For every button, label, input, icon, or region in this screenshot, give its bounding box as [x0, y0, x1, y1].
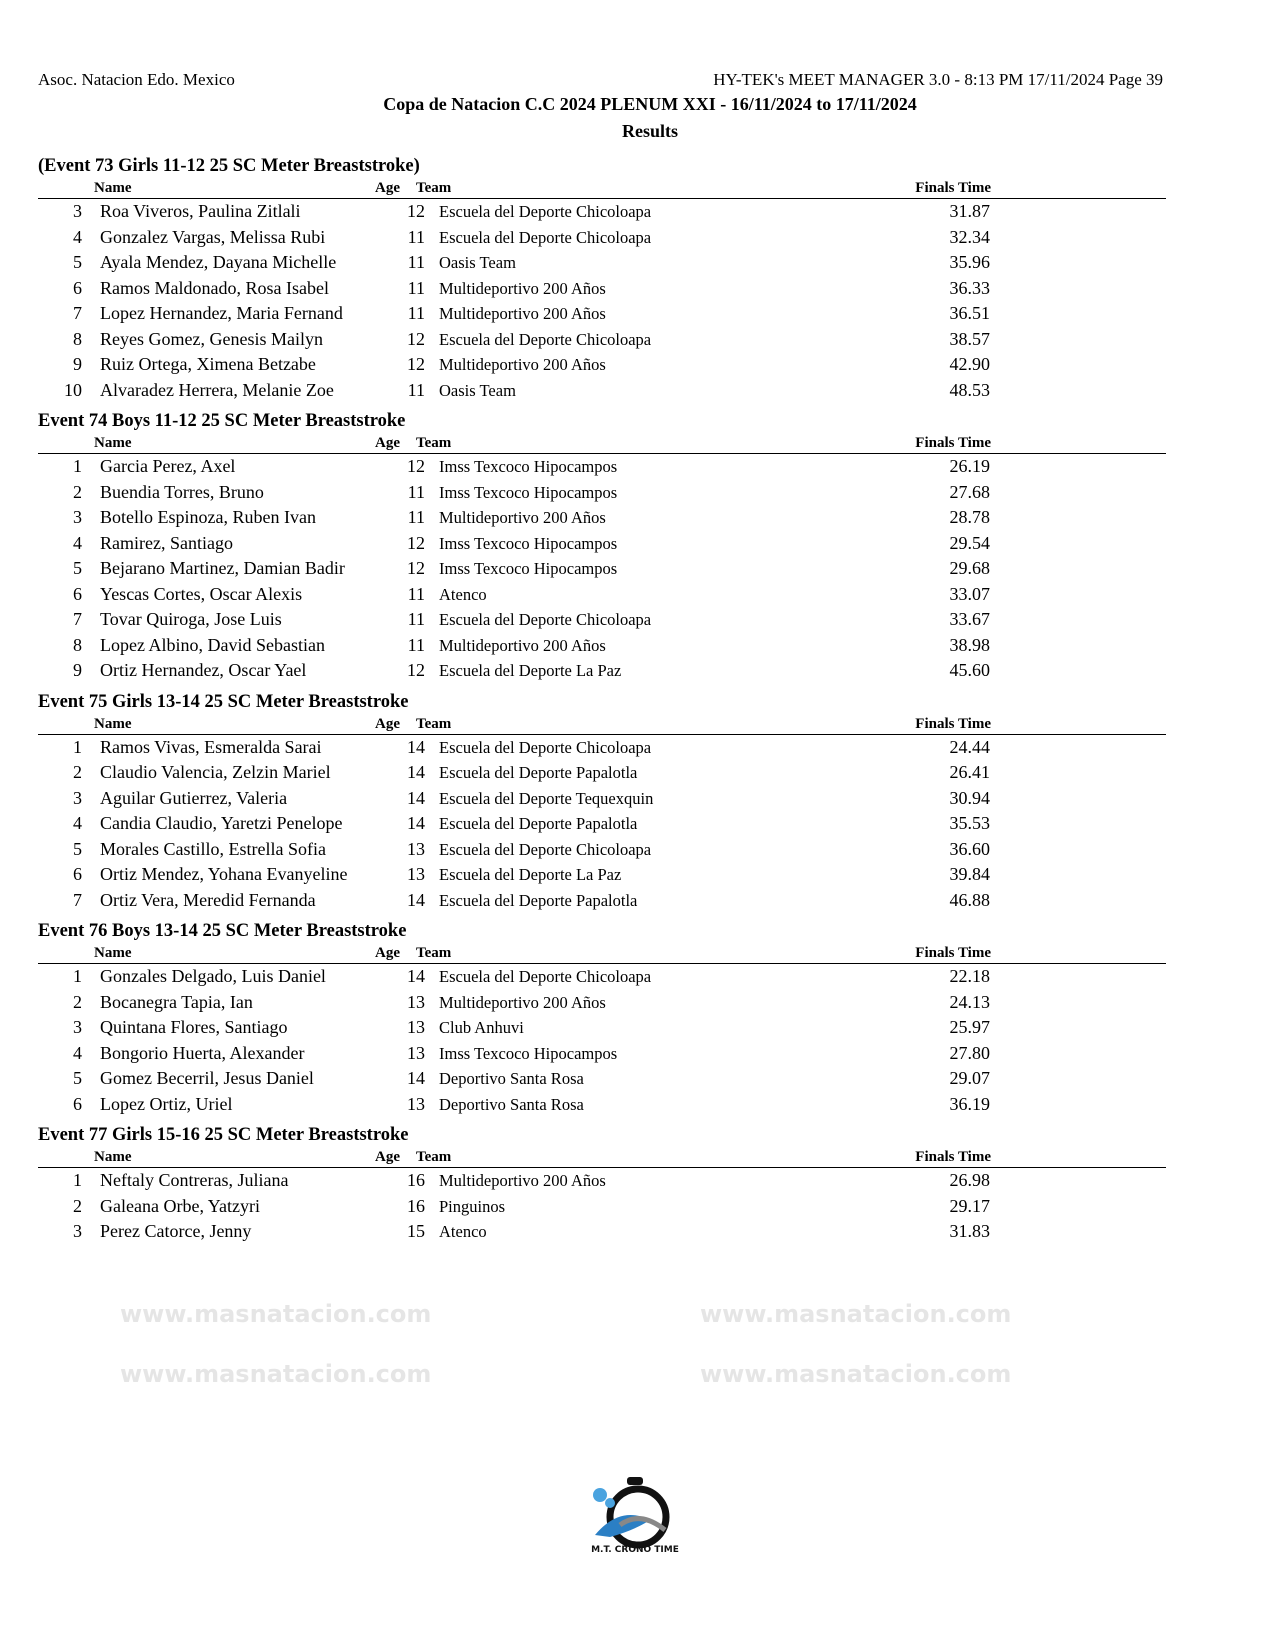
result-time: 32.34	[949, 226, 990, 247]
result-team: Escuela del Deporte Papalotla	[439, 763, 638, 782]
result-age: 11	[407, 226, 425, 247]
col-team: Team	[416, 180, 452, 196]
result-name: Ramos Maldonado, Rosa Isabel	[100, 277, 329, 298]
col-finals-time: Finals Time	[915, 435, 991, 451]
watermark: www.masnatacion.com	[120, 1300, 432, 1328]
result-row	[38, 658, 1166, 684]
result-row	[38, 1092, 1166, 1118]
result-time: 29.68	[949, 558, 990, 578]
result-time: 26.19	[949, 456, 990, 476]
result-row	[38, 1194, 1166, 1220]
result-row	[38, 352, 1166, 378]
result-team: Oasis Team	[439, 380, 516, 400]
result-row	[38, 276, 1166, 302]
result-team: Multideportivo 200 Años	[439, 278, 606, 298]
result-name: Candia Claudio, Yaretzi Penelope	[100, 813, 343, 833]
result-name: Morales Castillo, Estrella Sofia	[100, 838, 326, 859]
result-age: 13	[407, 1042, 425, 1063]
result-time: 38.57	[949, 328, 990, 349]
result-age: 12	[407, 558, 425, 578]
result-age: 13	[407, 991, 425, 1012]
result-time: 29.54	[949, 532, 990, 553]
result-age: 11	[407, 252, 425, 272]
result-team: Escuela del Deporte Papalotla	[439, 814, 638, 833]
result-place: 1	[73, 966, 82, 986]
result-time: 30.94	[949, 787, 990, 808]
results-subtitle: Results	[621, 121, 678, 141]
result-place: 5	[73, 1068, 82, 1088]
result-time: 25.97	[949, 1017, 990, 1037]
result-row	[38, 1066, 1166, 1092]
result-row	[38, 327, 1166, 353]
result-row	[38, 760, 1166, 786]
result-row	[38, 735, 1166, 761]
result-row	[38, 531, 1166, 557]
result-name: Aguilar Gutierrez, Valeria	[100, 787, 288, 808]
result-team: Escuela del Deporte Chicoloapa	[439, 839, 652, 859]
result-place: 2	[73, 762, 82, 782]
result-place: 10	[64, 379, 82, 400]
result-team: Escuela del Deporte Chicoloapa	[439, 737, 652, 757]
result-time: 33.07	[949, 583, 990, 604]
result-place: 1	[73, 736, 82, 757]
result-age: 16	[407, 1170, 425, 1190]
result-name: Yescas Cortes, Oscar Alexis	[100, 583, 303, 604]
col-team: Team	[416, 715, 452, 732]
software-info: HY-TEK's MEET MANAGER 3.0 - 8:13 PM 17/11/2024 Page 39	[713, 70, 1163, 89]
result-place: 7	[73, 609, 82, 629]
result-name: Galeana Orbe, Yatzyri	[100, 1195, 260, 1216]
column-header	[38, 178, 1166, 199]
result-row	[38, 837, 1166, 863]
result-row	[38, 607, 1166, 633]
result-place: 4	[73, 813, 82, 833]
result-age: 15	[407, 1221, 425, 1241]
result-age: 14	[407, 787, 425, 808]
result-age: 11	[407, 507, 425, 527]
event-title: Event 77 Girls 15-16 25 SC Meter Breaststroke	[38, 1125, 409, 1145]
result-age: 11	[407, 583, 425, 604]
result-place: 6	[73, 277, 82, 298]
result-time: 46.88	[949, 889, 990, 910]
result-time: 42.90	[949, 354, 990, 374]
event-section	[38, 690, 1166, 914]
result-name: Botello Espinoza, Ruben Ivan	[100, 507, 316, 527]
result-place: 5	[73, 838, 82, 859]
result-place: 9	[73, 660, 82, 680]
result-time: 27.68	[949, 481, 990, 502]
result-place: 6	[73, 583, 82, 604]
col-name: Name	[94, 180, 132, 196]
result-name: Garcia Perez, Axel	[100, 456, 236, 476]
col-name: Name	[94, 715, 132, 732]
event-title: Event 75 Girls 13-14 25 SC Meter Breaststroke	[38, 691, 409, 712]
result-name: Lopez Hernandez, Maria Fernand	[100, 303, 343, 323]
result-row	[38, 505, 1166, 531]
col-finals-time: Finals Time	[915, 715, 991, 732]
result-age: 11	[407, 277, 425, 298]
col-finals-time: Finals Time	[915, 945, 991, 961]
result-age: 14	[407, 736, 425, 757]
col-finals-time: Finals Time	[915, 180, 991, 196]
org-name: Asoc. Natacion Edo. Mexico	[38, 70, 235, 89]
result-age: 12	[407, 532, 425, 553]
watermark: www.masnatacion.com	[700, 1300, 1012, 1328]
result-name: Lopez Ortiz, Uriel	[100, 1093, 233, 1114]
result-time: 22.18	[949, 966, 990, 986]
col-finals-time: Finals Time	[915, 1149, 991, 1165]
result-time: 24.13	[949, 991, 990, 1012]
result-name: Ortiz Hernandez, Oscar Yael	[100, 660, 307, 680]
result-time: 26.98	[949, 1170, 990, 1190]
result-place: 3	[73, 787, 82, 808]
result-age: 13	[407, 838, 425, 859]
result-name: Ayala Mendez, Dayana Michelle	[100, 252, 337, 272]
event-section	[38, 919, 1166, 1117]
event-section	[38, 1123, 1166, 1245]
watermark: www.masnatacion.com	[700, 1360, 1012, 1388]
result-place: 5	[73, 558, 82, 578]
result-place: 2	[73, 481, 82, 502]
result-team: Escuela del Deporte La Paz	[439, 865, 622, 884]
result-place: 9	[73, 354, 82, 374]
col-team: Team	[416, 945, 452, 961]
result-team: Deportivo Santa Rosa	[439, 1094, 584, 1114]
result-row	[38, 1015, 1166, 1041]
result-team: Multideportivo 200 Años	[439, 635, 606, 655]
result-name: Buendia Torres, Bruno	[100, 481, 264, 502]
crono-time-logo	[580, 1475, 690, 1560]
result-row	[38, 301, 1166, 327]
result-name: Ramos Vivas, Esmeralda Sarai	[100, 736, 322, 757]
event-title: Event 76 Boys 13-14 25 SC Meter Breaststroke	[38, 921, 407, 941]
result-team: Escuela del Deporte Chicoloapa	[439, 967, 652, 986]
result-name: Bejarano Martinez, Damian Badir	[100, 558, 345, 578]
result-age: 12	[407, 660, 425, 680]
result-name: Perez Catorce, Jenny	[100, 1221, 252, 1241]
result-row	[38, 582, 1166, 608]
result-place: 5	[73, 252, 82, 272]
result-time: 48.53	[949, 379, 990, 400]
result-row	[38, 990, 1166, 1016]
result-row	[38, 811, 1166, 837]
result-time: 35.53	[949, 813, 990, 833]
col-name: Name	[94, 945, 132, 961]
result-age: 12	[407, 328, 425, 349]
col-age: Age	[375, 180, 400, 196]
result-name: Neftaly Contreras, Juliana	[100, 1170, 289, 1190]
result-place: 7	[73, 303, 82, 323]
column-header	[38, 943, 1166, 964]
result-name: Gonzales Delgado, Luis Daniel	[100, 966, 326, 986]
result-team: Multideportivo 200 Años	[439, 304, 606, 323]
result-age: 11	[407, 303, 425, 323]
result-team: Escuela del Deporte Chicoloapa	[439, 227, 652, 247]
result-row	[38, 225, 1166, 251]
result-team: Imss Texcoco Hipocampos	[439, 1043, 618, 1063]
result-place: 3	[73, 201, 82, 221]
result-row	[38, 888, 1166, 914]
result-age: 16	[407, 1195, 425, 1216]
result-age: 12	[407, 201, 425, 221]
result-team: Deportivo Santa Rosa	[439, 1069, 584, 1088]
result-time: 36.60	[949, 838, 990, 859]
result-place: 3	[73, 1017, 82, 1037]
result-name: Roa Viveros, Paulina Zitlali	[100, 201, 301, 221]
result-row	[38, 1168, 1166, 1194]
col-age: Age	[375, 435, 400, 451]
col-age: Age	[375, 1149, 400, 1165]
result-name: Gonzalez Vargas, Melissa Rubi	[100, 226, 326, 247]
result-time: 36.33	[949, 277, 990, 298]
result-name: Gomez Becerril, Jesus Daniel	[100, 1068, 314, 1088]
result-name: Ruiz Ortega, Ximena Betzabe	[100, 354, 316, 374]
result-place: 4	[73, 532, 82, 553]
result-place: 2	[73, 1195, 82, 1216]
meet-title: Copa de Natacion C.C 2024 PLENUM XXI - 16/11/2024 to 17/11/2024	[383, 94, 917, 114]
result-age: 13	[407, 864, 425, 884]
result-row	[38, 862, 1166, 888]
result-age: 12	[407, 354, 425, 374]
result-time: 31.87	[949, 201, 990, 221]
result-place: 4	[73, 226, 82, 247]
result-team: Multideportivo 200 Años	[439, 355, 606, 374]
result-name: Ramirez, Santiago	[100, 532, 233, 553]
result-name: Alvaradez Herrera, Melanie Zoe	[100, 379, 334, 400]
column-header	[38, 433, 1166, 454]
event-section	[38, 409, 1166, 684]
result-place: 6	[73, 1093, 82, 1114]
result-age: 11	[407, 379, 425, 400]
result-time: 29.17	[949, 1195, 990, 1216]
result-team: Escuela del Deporte Chicoloapa	[439, 329, 652, 349]
result-team: Atenco	[439, 584, 487, 604]
col-team: Team	[416, 1149, 452, 1165]
result-time: 28.78	[949, 507, 990, 527]
result-age: 14	[407, 889, 425, 910]
result-time: 33.67	[949, 609, 990, 629]
result-place: 8	[73, 634, 82, 655]
result-age: 14	[407, 1068, 425, 1088]
result-place: 8	[73, 328, 82, 349]
col-team: Team	[416, 435, 452, 451]
result-row	[38, 378, 1166, 404]
result-age: 11	[407, 634, 425, 655]
result-name: Bocanegra Tapia, Ian	[100, 991, 253, 1012]
result-place: 1	[73, 1170, 82, 1190]
result-team: Escuela del Deporte La Paz	[439, 661, 622, 680]
result-time: 27.80	[949, 1042, 990, 1063]
result-age: 14	[407, 966, 425, 986]
result-place: 6	[73, 864, 82, 884]
result-name: Reyes Gomez, Genesis Mailyn	[100, 328, 323, 349]
result-time: 24.44	[949, 736, 990, 757]
result-name: Bongorio Huerta, Alexander	[100, 1042, 305, 1063]
result-age: 14	[407, 762, 425, 782]
result-name: Tovar Quiroga, Jose Luis	[100, 609, 282, 629]
result-team: Imss Texcoco Hipocampos	[439, 559, 618, 578]
result-team: Multideportivo 200 Años	[439, 1171, 606, 1190]
column-header	[38, 1147, 1166, 1168]
result-place: 1	[73, 456, 82, 476]
result-name: Ortiz Mendez, Yohana Evanyeline	[100, 864, 348, 884]
result-name: Lopez Albino, David Sebastian	[100, 634, 325, 655]
result-team: Imss Texcoco Hipocampos	[439, 533, 618, 553]
result-age: 11	[407, 481, 425, 502]
col-name: Name	[94, 1149, 132, 1165]
result-team: Oasis Team	[439, 253, 516, 272]
result-row	[38, 199, 1166, 225]
result-team: Imss Texcoco Hipocampos	[439, 482, 618, 502]
result-team: Imss Texcoco Hipocampos	[439, 457, 618, 476]
logo-text: M.T. CRONO TIME	[591, 1545, 679, 1555]
result-team: Escuela del Deporte Papalotla	[439, 890, 638, 910]
result-time: 38.98	[949, 634, 990, 655]
result-name: Claudio Valencia, Zelzin Mariel	[100, 762, 331, 782]
column-header	[38, 714, 1166, 735]
result-place: 3	[73, 1221, 82, 1241]
result-age: 13	[407, 1017, 425, 1037]
result-team: Escuela del Deporte Chicoloapa	[439, 202, 652, 221]
result-row	[38, 633, 1166, 659]
result-team: Pinguinos	[439, 1196, 506, 1216]
result-place: 3	[73, 507, 82, 527]
col-name: Name	[94, 435, 132, 451]
results-content	[38, 148, 1166, 1245]
result-time: 45.60	[949, 660, 990, 680]
result-team: Atenco	[439, 1222, 487, 1241]
result-row	[38, 1219, 1166, 1245]
result-age: 11	[407, 609, 425, 629]
result-place: 7	[73, 889, 82, 910]
result-row	[38, 480, 1166, 506]
result-age: 12	[407, 456, 425, 476]
result-age: 14	[407, 813, 425, 833]
col-age: Age	[375, 715, 400, 732]
result-row	[38, 250, 1166, 276]
result-name: Quintana Flores, Santiago	[100, 1017, 288, 1037]
result-time: 36.19	[949, 1093, 990, 1114]
result-time: 31.83	[949, 1221, 990, 1241]
result-row	[38, 556, 1166, 582]
event-section	[38, 154, 1166, 403]
result-row	[38, 786, 1166, 812]
result-team: Multideportivo 200 Años	[439, 508, 606, 527]
result-place: 2	[73, 991, 82, 1012]
result-time: 29.07	[949, 1068, 990, 1088]
result-time: 35.96	[949, 252, 990, 272]
result-row	[38, 964, 1166, 990]
event-title: Event 74 Boys 11-12 25 SC Meter Breaststroke	[38, 411, 406, 431]
event-title: (Event 73 Girls 11-12 25 SC Meter Breaststroke)	[38, 156, 420, 176]
result-age: 13	[407, 1093, 425, 1114]
result-time: 36.51	[949, 303, 990, 323]
result-row	[38, 1041, 1166, 1067]
result-team: Club Anhuvi	[439, 1018, 524, 1037]
result-place: 4	[73, 1042, 82, 1063]
result-name: Ortiz Vera, Meredid Fernanda	[100, 889, 316, 910]
result-time: 26.41	[949, 762, 990, 782]
result-row	[38, 454, 1166, 480]
col-age: Age	[375, 945, 400, 961]
result-time: 39.84	[949, 864, 990, 884]
result-team: Multideportivo 200 Años	[439, 992, 606, 1012]
result-team: Escuela del Deporte Tequexquin	[439, 788, 654, 808]
watermark: www.masnatacion.com	[120, 1360, 432, 1388]
result-team: Escuela del Deporte Chicoloapa	[439, 610, 652, 629]
